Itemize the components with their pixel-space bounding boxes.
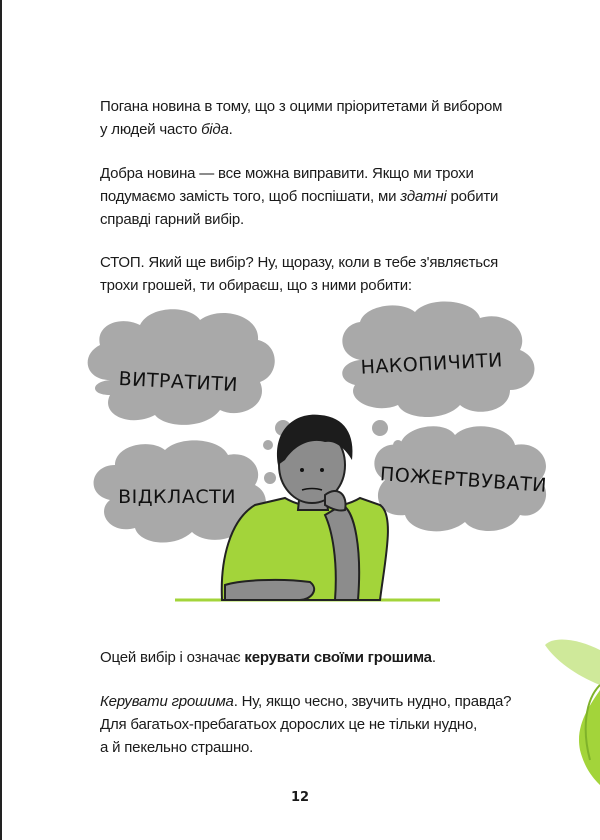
text-line [100, 185, 520, 208]
text-line [100, 690, 520, 713]
left-arm [225, 580, 314, 600]
text-line: трохи грошей, ти обираєш, що з ними робити: [100, 277, 412, 294]
text-span: у людей часто [100, 121, 202, 138]
cloud-save [342, 302, 534, 417]
text-span: . Ну, якщо чесно, звучить нудно, правда? [233, 693, 512, 710]
paragraph-bad-news [100, 95, 520, 141]
text-span: Який ще вибір? Ну, щоразу, коли в тебе з'являється [144, 254, 499, 271]
boy-thinking-illustration [80, 300, 550, 610]
text-span: . [228, 121, 233, 138]
emphasis-text: біда [201, 121, 229, 138]
text-span: Оцей вибір і означає [100, 649, 245, 666]
text-span: . [431, 649, 436, 666]
page-left-border [0, 0, 2, 840]
thought-bubble [264, 472, 276, 484]
leaf-decoration [540, 630, 600, 790]
thought-bubble [372, 420, 388, 436]
paragraph-good-news [100, 162, 520, 231]
text-line: Добра новина — все можна виправити. Якщо ми трохи [100, 165, 474, 182]
cloud-spend [88, 309, 275, 425]
eye [320, 468, 324, 472]
cloud-label-donate: ПОЖЕРТВУВАТИ [379, 463, 548, 497]
hand [325, 491, 346, 511]
stop-word: СТОП. [100, 254, 145, 271]
paragraph-stop [100, 251, 520, 297]
cloud-label-spend: ВИТРАТИТИ [118, 367, 239, 397]
text-line: а й пекельно страшно. [100, 739, 254, 756]
eye [300, 468, 304, 472]
thought-bubble [263, 440, 273, 450]
cloud-label-save: НАКОПИЧИТИ [360, 349, 504, 379]
thought-bubble [393, 440, 403, 450]
text-line [100, 646, 520, 669]
text-line [100, 251, 520, 274]
emphasis-text: здатні [400, 188, 447, 205]
emphasis-text: Керувати грошима [100, 693, 234, 710]
text-span: робити [446, 188, 499, 205]
cloud-label-postpone: ВІДКЛАСТИ [118, 486, 236, 508]
leaf-petal [545, 640, 600, 685]
page-number: 12 [290, 790, 310, 805]
text-line: справді гарний вибір. [100, 211, 244, 228]
text-line [100, 118, 520, 141]
text-line: Погана новина в тому, що з оцими пріоритетами й вибором [100, 98, 503, 115]
paragraph-manage-money [100, 646, 520, 669]
text-line: Для багатьох-пребагатьох дорослих це не тільки нудно, [100, 716, 478, 733]
text-span: подумаємо замість того, щоб поспішати, ми [100, 188, 401, 205]
bold-text: керувати своїми грошима [244, 649, 432, 666]
paragraph-boring-scary [100, 690, 520, 759]
